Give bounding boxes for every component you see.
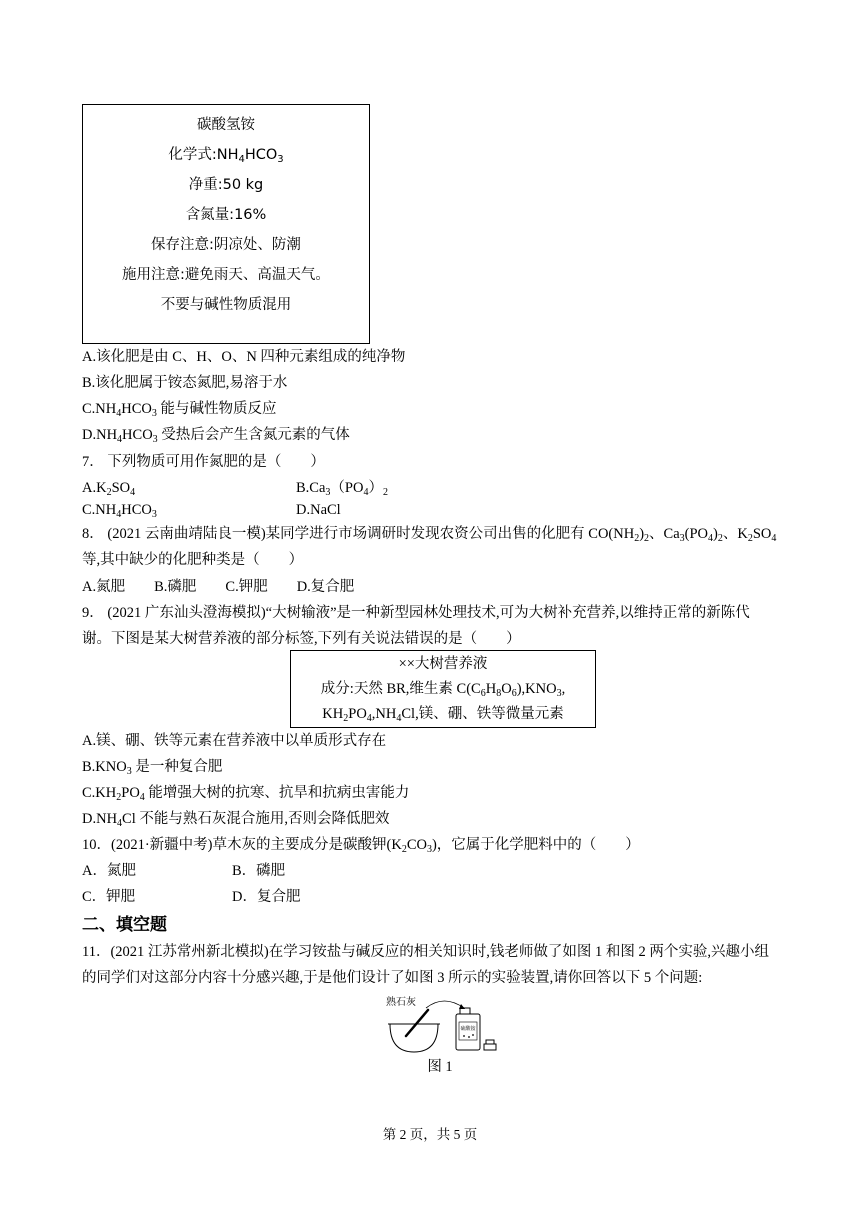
q7-stem: 7． 下列物质可用作氮肥的是（ ） xyxy=(82,454,325,470)
figure-1-caption: 图 1 xyxy=(427,1059,453,1075)
q9-option-b: $B.KNO_3$ 是一种复合肥 xyxy=(82,759,223,777)
q10-option-a: A．氮肥 xyxy=(82,863,136,879)
label-nitrogen: 含氮量:16% xyxy=(185,207,267,223)
q9-option-c: $C.KH_2PO_4$ 能增强大树的抗寒、抗旱和抗病虫害能力 xyxy=(82,785,410,803)
section-heading: 二、填空题 xyxy=(82,915,167,934)
nutrient-line2: $KH_2PO_4,NH_4Cl$,镁、硼、铁等微量元素 xyxy=(322,706,564,724)
nutrient-label-box xyxy=(290,650,596,728)
page-footer: 第 2 页，共 5 页 xyxy=(382,1127,478,1142)
q9-stem-line1: 9． (2021 广东汕头澄海模拟)“大树输液”是一种新型园林处理技术,可为大树补充营养,以维持正常的新陈代 xyxy=(82,605,750,621)
fertilizer-label-box xyxy=(82,104,370,344)
label-warning: 不要与碱性物质混用 xyxy=(160,297,292,313)
q11-stem-line2: 的同学们对这部分内容十分感兴趣,于是他们设计了如图 3 所示的实验装置,请你回答以下 5 个问题: xyxy=(82,970,703,986)
q10-option-c: C．钾肥 xyxy=(82,889,136,905)
q10-option-d: D．复合肥 xyxy=(232,889,301,905)
figure-1-slaked-lime-label: 熟石灰 xyxy=(386,997,416,1008)
q6-option-d: $D.NH_4HCO_3$ 受热后会产生含氮元素的气体 xyxy=(82,427,350,445)
q10-stem: 10．(2021·新疆中考)草木灰的主要成分是碳酸钾$(K_2CO_3)$，它属于化学肥料中的（ ） xyxy=(82,837,640,855)
label-title: 碳酸氢铵 xyxy=(197,117,255,133)
q10-option-b: B．磷肥 xyxy=(232,863,286,879)
q9-option-d: $D.NH_4Cl$ 不能与熟石灰混合施用,否则会降低肥效 xyxy=(82,811,390,829)
q7-option-a: $A.K_2SO_4$ xyxy=(82,480,136,498)
q6-option-a: A.该化肥是由 C、H、O、N 四种元素组成的纯净物 xyxy=(82,349,406,365)
q8-stem-line2: 等,其中缺少的化肥种类是（ ） xyxy=(82,552,304,568)
q7-option-d: D.NaCl xyxy=(296,502,341,518)
figure-1-bottle-label: 硫酸铵 xyxy=(460,1027,476,1032)
q7-option-c: $C.NH_4HCO_3$ xyxy=(82,502,157,520)
nutrient-line1: 成分:天然 BR,维生素 $C(C_6H_8O_6),KNO_3$, xyxy=(320,681,566,699)
figure-1-illustration xyxy=(384,994,504,1058)
q9-option-a: A.镁、硼、铁等元素在营养液中以单质形式存在 xyxy=(82,733,387,749)
nutrient-title: ××大树营养液 xyxy=(398,656,488,672)
label-formula: 化学式$:NH_4HCO_3$ xyxy=(168,147,284,165)
label-storage: 保存注意:阴凉处、防潮 xyxy=(151,237,301,253)
q6-option-b: B.该化肥属于铵态氮肥,易溶于水 xyxy=(82,375,288,391)
q9-stem-line2: 谢。下图是某大树营养液的部分标签,下列有关说法错误的是（ ） xyxy=(82,631,521,647)
q7-option-b: $B.Ca_3(PO_4)_2$ xyxy=(296,480,388,498)
label-usage: 施用注意:避免雨天、高温天气。 xyxy=(122,267,330,283)
q8-stem-line1: 8． (2021 云南曲靖陆良一模)某同学进行市场调研时发现农资公司出售的化肥有 $CO(NH_2)_2$、$Ca_3(PO_4)_2$、$K_2SO_4$ xyxy=(82,526,777,544)
label-net-weight: 净重:50 kg xyxy=(188,177,264,193)
q11-stem-line1: 11．(2021 江苏常州新北模拟)在学习铵盐与碱反应的相关知识时,钱老师做了如图 1 和图 2 两个实验,兴趣小组 xyxy=(82,944,769,960)
q6-option-c: $C.NH_4HCO_3$ 能与碱性物质反应 xyxy=(82,401,277,419)
q8-options: A.氮肥 B.磷肥 C.钾肥 D.复合肥 xyxy=(82,579,355,595)
